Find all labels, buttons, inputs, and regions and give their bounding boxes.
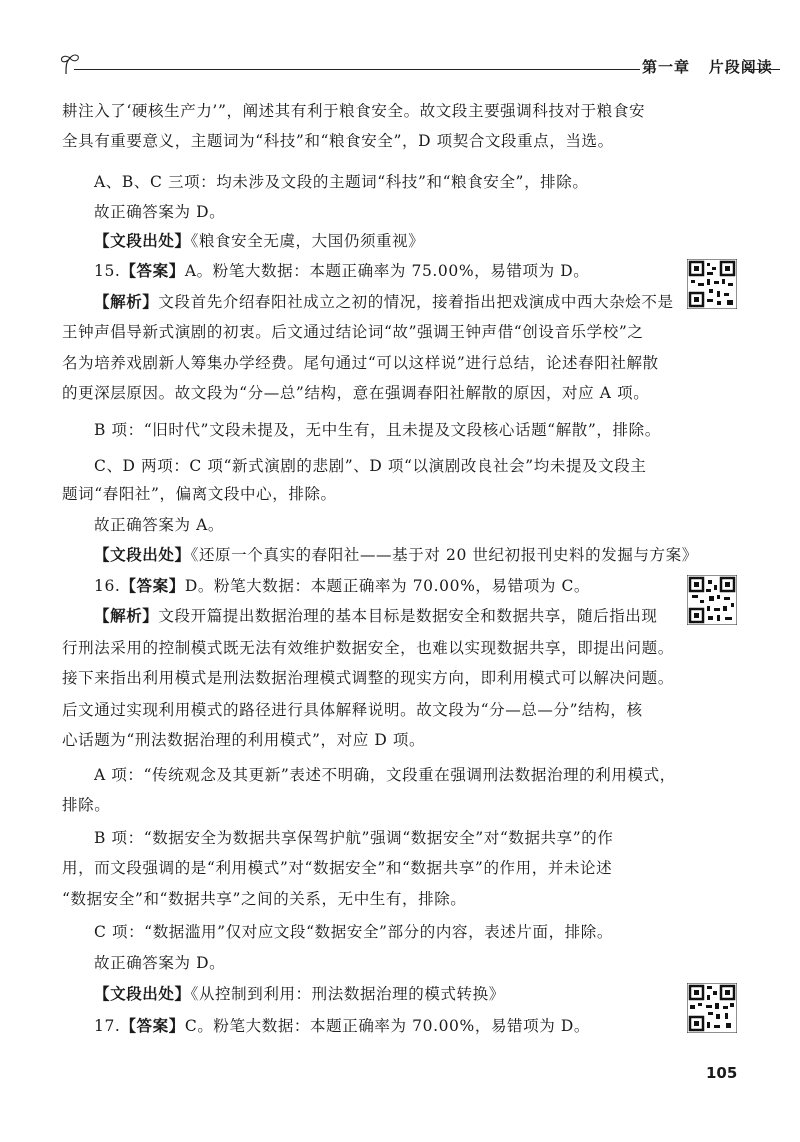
analysis-text: 文段开篇提出数据治理的基本目标是数据安全和数据共享，随后指出现 (158, 607, 658, 625)
text-line: 后文通过实现利用模式的路径进行具体解释说明。故文段为“分—总—分”结构，核 (62, 701, 643, 719)
chapter-section: 片段阅读 (708, 58, 773, 76)
text-line: 故正确答案为 D。 (94, 203, 226, 221)
answer-tag: 【答案】 (120, 577, 185, 595)
text-line: 故正确答案为 D。 (94, 954, 226, 972)
header-rule-left (74, 69, 640, 70)
text-line: 故正确答案为 A。 (94, 516, 225, 534)
page-number: 105 (706, 1064, 738, 1082)
source-line (94, 984, 505, 1004)
text-line: 题词“春阳社”，偏离文段中心，排除。 (62, 485, 337, 503)
answer-line (94, 1016, 590, 1036)
analysis-tag: 【解析】 (94, 607, 159, 625)
text-line: 王钟声倡导新式演剧的初衷。后文通过结论词“故”强调王钟声借“创设音乐学校”之 (62, 323, 644, 341)
answer-tag: 【答案】 (120, 262, 185, 280)
answer-text: D。粉笔大数据：本题正确率为 70.00%，易错项为 C。 (184, 577, 591, 595)
answer-text: A。粉笔大数据：本题正确率为 75.00%，易错项为 D。 (184, 262, 590, 280)
question-number: 17. (94, 1017, 121, 1035)
text-line: C、D 两项：C 项“新式演剧的悲剧”、D 项“以演剧改良社会”均未提及文段主 (94, 457, 647, 475)
analysis-text: 文段首先介绍春阳社成立之初的情况，接着指出把戏演成中西大杂烩不是 (158, 293, 674, 311)
text-line: “数据安全”和“数据共享”之间的关系，无中生有，排除。 (62, 890, 467, 908)
analysis-tag: 【解析】 (94, 293, 159, 311)
chapter-title (642, 56, 773, 77)
sprout-icon (58, 52, 84, 78)
text-line: 心话题为“刑法数据治理的利用模式”，对应 D 项。 (62, 731, 426, 749)
text-line: B 项：“旧时代”文段未提及，无中生有，且未提及文段核心话题“解散”，排除。 (94, 421, 661, 439)
answer-line (94, 261, 589, 281)
source-title: 《粮食安全无虞，大国仍须重视》 (190, 232, 425, 250)
source-line (94, 231, 424, 251)
text-line: A、B、C 三项：均未涉及文段的主题词“科技”和“粮食安全”，排除。 (94, 173, 589, 191)
answer-tag: 【答案】 (120, 1017, 185, 1035)
question-number: 16. (94, 577, 121, 595)
text-line: C 项：“数据滥用”仅对应文段“数据安全”部分的内容，表述片面，排除。 (94, 923, 613, 941)
running-header (52, 52, 773, 82)
text-line: 的更深层原因。故文段为“分—总”结构，意在强调春阳社解散的原因，对应 A 项。 (62, 384, 650, 402)
text-line: 排除。 (62, 796, 111, 814)
text-line: 接下来指出利用模式是刑法数据治理模式调整的现实方向，即利用模式可以解决问题。 (62, 669, 674, 687)
qr-code-icon[interactable] (687, 575, 737, 625)
source-line (94, 545, 698, 565)
text-line: 耕注入了‘硬核生产力’”，阐述其有利于粮食安全。故文段主要强调科技对于粮食安 (62, 102, 646, 120)
text-line: B 项：“数据安全为数据共享保驾护航”强调“数据安全”对“数据共享”的作 (94, 829, 614, 847)
header-rule-right (742, 69, 780, 70)
source-tag: 【文段出处】 (94, 232, 191, 250)
answer-text: C。粉笔大数据：本题正确率为 70.00%，易错项为 D。 (184, 1017, 591, 1035)
text-line: 全具有重要意义，主题词为“科技”和“粮食安全”，D 项契合文段重点，当选。 (62, 132, 614, 150)
text-line: 名为培养戏剧新人筹集办学经费。尾句通过“可以这样说”进行总结，论述春阳社解散 (62, 354, 659, 372)
answer-line (94, 576, 590, 596)
qr-code-icon[interactable] (687, 259, 737, 309)
source-title: 《还原一个真实的春阳社——基于对 20 世纪初报刊史料的发掘与方案》 (190, 546, 698, 564)
text-line: 用，而文段强调的是“利用模式”对“数据安全”和“数据共享”的作用，并未论述 (62, 859, 613, 877)
text-line: 行刑法采用的控制模式既无法有效维护数据安全，也难以实现数据共享，即提出问题。 (62, 639, 674, 657)
qr-code-icon[interactable] (687, 983, 737, 1033)
chapter-number: 第一章 (642, 58, 691, 76)
source-title: 《从控制到利用：刑法数据治理的模式转换》 (190, 985, 505, 1003)
question-number: 15. (94, 262, 121, 280)
text-line: A 项：“传统观念及其更新”表述不明确，文段重在强调刑法数据治理的利用模式， (94, 766, 676, 784)
source-tag: 【文段出处】 (94, 546, 191, 564)
analysis-line (94, 292, 674, 312)
analysis-line (94, 606, 658, 626)
source-tag: 【文段出处】 (94, 985, 191, 1003)
